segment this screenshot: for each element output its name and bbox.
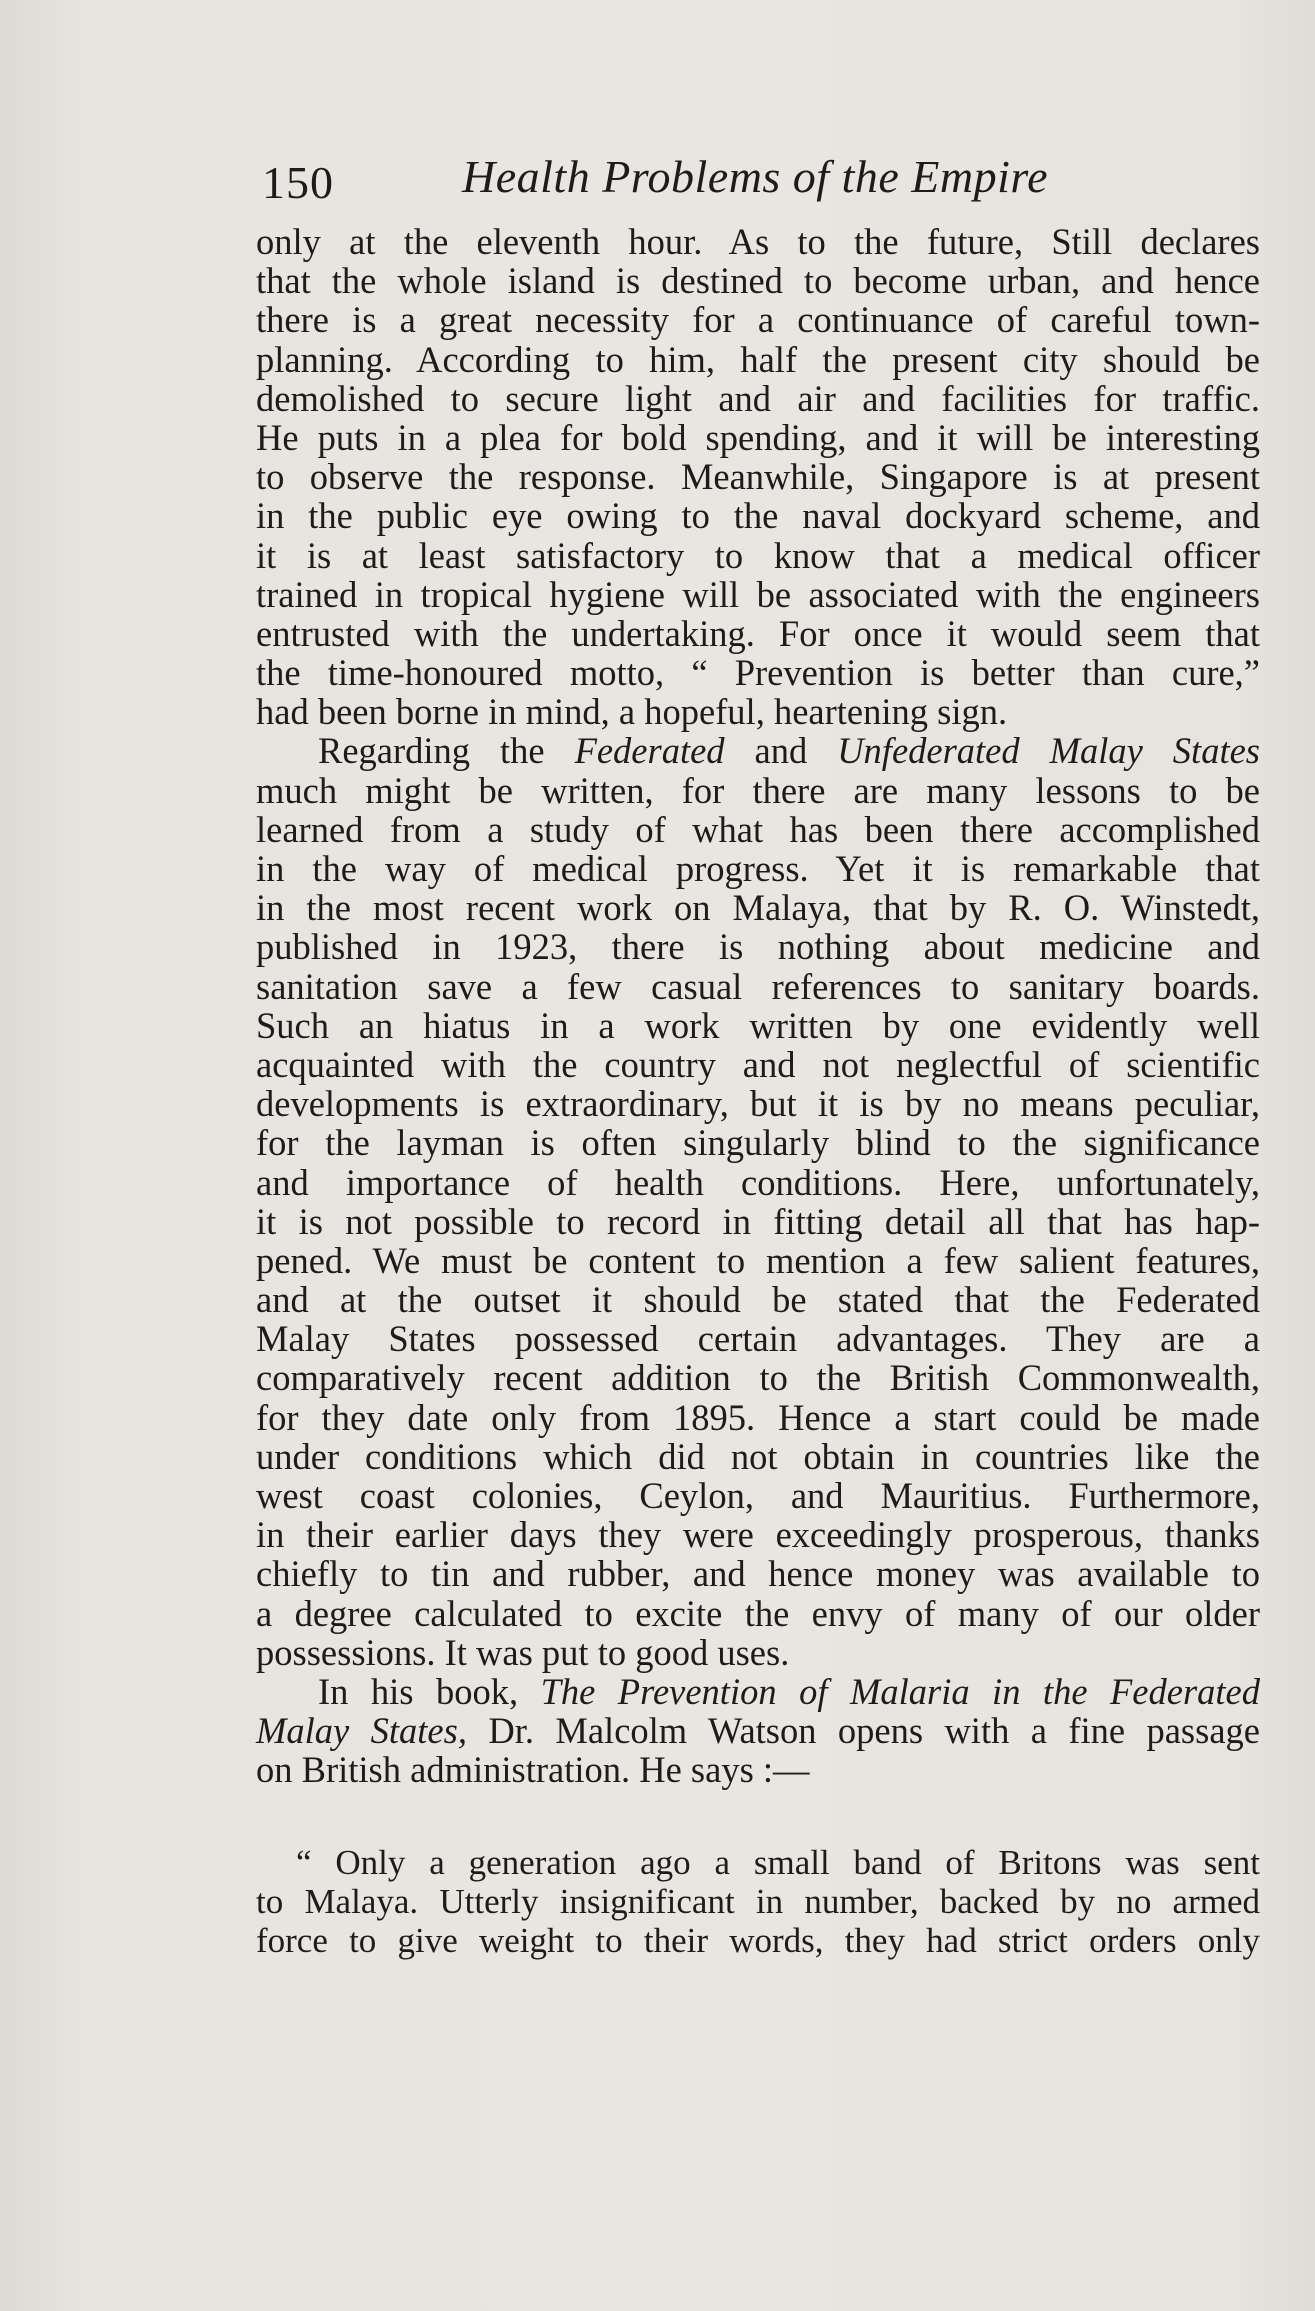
text-line: in their earlier days they were exceedingly prosperous, thanks (256, 1514, 1260, 1556)
body-text (256, 222, 1260, 1960)
book-title: The Prevention of Malaria in the Federated (540, 1670, 1260, 1712)
text-line: it is at least satisfactory to know that a medical officer (256, 534, 1260, 576)
text-line: on British administration. He says :— (256, 1749, 810, 1791)
text-line: had been borne in mind, a hopeful, heartening sign. (256, 691, 1008, 733)
text-line: Malay States possessed certain advantages. They are a (256, 1318, 1260, 1360)
text-line: Malay States, Dr. Malcolm Watson opens with a fine passage (256, 1710, 1260, 1752)
italic-phrase: Unfederated Malay States (837, 730, 1260, 772)
text-line: sanitation save a few casual references to sanitary boards. (256, 965, 1260, 1007)
text-line: planning. According to him, half the present city should be (256, 338, 1260, 380)
text-line: in the most recent work on Malaya, that by R. O. Winstedt, (256, 887, 1260, 929)
text-line: a degree calculated to excite the envy of many of our older (256, 1592, 1260, 1634)
running-title: Health Problems of the Empire (462, 151, 1048, 202)
text-line: comparatively recent addition to the British Commonwealth, (256, 1357, 1260, 1399)
text-line: trained in tropical hygiene will be associated with the engineers (256, 573, 1260, 615)
text-line: only at the eleventh hour. As to the future, Still declares (256, 221, 1260, 262)
book-title: Malay States, (256, 1710, 467, 1752)
spacer (256, 1790, 1260, 1843)
text-line: pened. We must be content to mention a few salient features, (256, 1239, 1260, 1281)
text-line: Such an hiatus in a work written by one evidently well (256, 1004, 1260, 1046)
page-number: 150 (262, 157, 334, 208)
text-line: chiefly to tin and rubber, and hence money was available to (256, 1553, 1260, 1595)
text-line: it is not possible to record in fitting detail all that has hap- (256, 1200, 1260, 1242)
text-line: much might be written, for there are many lessons to be (256, 769, 1260, 811)
text-line: west coast colonies, Ceylon, and Mauritius. Furthermore, (256, 1475, 1260, 1516)
text-line: acquainted with the country and not neglectful of scientific (256, 1043, 1260, 1085)
text-line: under conditions which did not obtain in countries like the (256, 1435, 1260, 1477)
text-line: developments is extraordinary, but it is by no means peculiar, (256, 1083, 1260, 1125)
page-header (262, 150, 1092, 220)
text-line: in the public eye owing to the naval dockyard scheme, and (256, 495, 1260, 537)
paragraph-start-line: Regarding the Federated and Unfederated Malay States (318, 730, 1260, 772)
quote-line: force to give weight to their words, they had strict orders only (256, 1920, 1260, 1960)
text-line: the time-honoured motto, “ Prevention is better than cure,” (256, 652, 1260, 694)
text-line: learned from a study of what has been there accomplished (256, 808, 1260, 850)
text-line: there is a great necessity for a continuance of careful town- (256, 299, 1260, 341)
quote-line: to Malaya. Utterly insignificant in number, backed by no armed (256, 1881, 1260, 1921)
text-line: published in 1923, there is nothing about medicine and (256, 926, 1260, 968)
block-quote (256, 1843, 1260, 1961)
text-line: and at the outset it should be stated that the Federated (256, 1279, 1260, 1321)
text-line: to observe the response. Meanwhile, Singapore is at present (256, 456, 1260, 498)
text-line: demolished to secure light and air and facilities for traffic. (256, 377, 1260, 419)
text-line: for they date only from 1895. Hence a start could be made (256, 1396, 1260, 1438)
text-line: in the way of medical progress. Yet it is remarkable that (256, 848, 1260, 889)
paragraph-start-line: In his book, The Prevention of Malaria in the Federated (318, 1670, 1260, 1712)
quote-line: “ Only a generation ago a small band of Britons was sent (296, 1842, 1260, 1882)
italic-phrase: Federated (574, 730, 725, 772)
text-line: He puts in a plea for bold spending, and it will be interesting (256, 416, 1260, 458)
text-line: possessions. It was put to good uses. (256, 1631, 790, 1673)
text-line: entrusted with the undertaking. For once it would seem that (256, 612, 1260, 654)
text-line: and importance of health conditions. Here, unfortunately, (256, 1161, 1260, 1203)
text-line: for the layman is often singularly blind to the significance (256, 1122, 1260, 1164)
text-line: that the whole island is destined to become urban, and hence (256, 260, 1260, 302)
